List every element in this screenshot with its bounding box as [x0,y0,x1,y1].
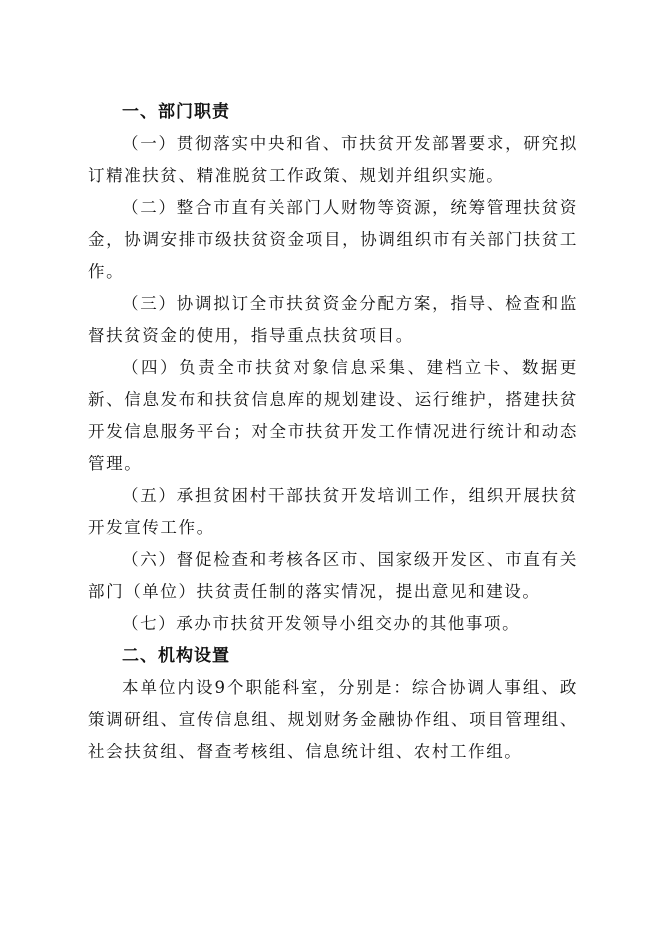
paragraph: （四）负责全市扶贫对象信息采集、建档立卡、数据更新、信息发布和扶贫信息库的规划建设、运行维护，搭建扶贫开发信息服务平台；对全市扶贫开发工作情况进行统计和动态管理。 [88,358,578,473]
paragraph: （一）贯彻落实中央和省、市扶贫开发部署要求，研究拟订精准扶贫、精准脱贫工作政策、规划并组织实施。 [88,134,578,185]
document-page [88,96,578,768]
paragraph: （七）承办市扶贫开发领导小组交办的其他事项。 [122,614,521,633]
section-heading: 一、部门职责 [122,102,230,122]
paragraph: 本单位内设9个职能科室，分别是：综合协调人事组、政策调研组、宣传信息组、规划财务金融协作组、项目管理组、社会扶贫组、督查考核组、信息统计组、农村工作组。 [88,678,578,761]
paragraph: （三）协调拟订全市扶贫资金分配方案，指导、检查和监督扶贫资金的使用，指导重点扶贫项目。 [88,294,578,345]
section-duties [88,96,578,640]
paragraph: （二）整合市直有关部门人财物等资源，统筹管理扶贫资金，协调安排市级扶贫资金项目，协调组织市有关部门扶贫工作。 [88,198,578,281]
section-heading: 二、机构设置 [122,646,230,666]
section-organization [88,640,578,768]
paragraph: （六）督促检查和考核各区市、国家级开发区、市直有关部门（单位）扶贫责任制的落实情况，提出意见和建设。 [88,550,578,601]
paragraph: （五）承担贫困村干部扶贫开发培训工作，组织开展扶贫开发宣传工作。 [88,486,578,537]
